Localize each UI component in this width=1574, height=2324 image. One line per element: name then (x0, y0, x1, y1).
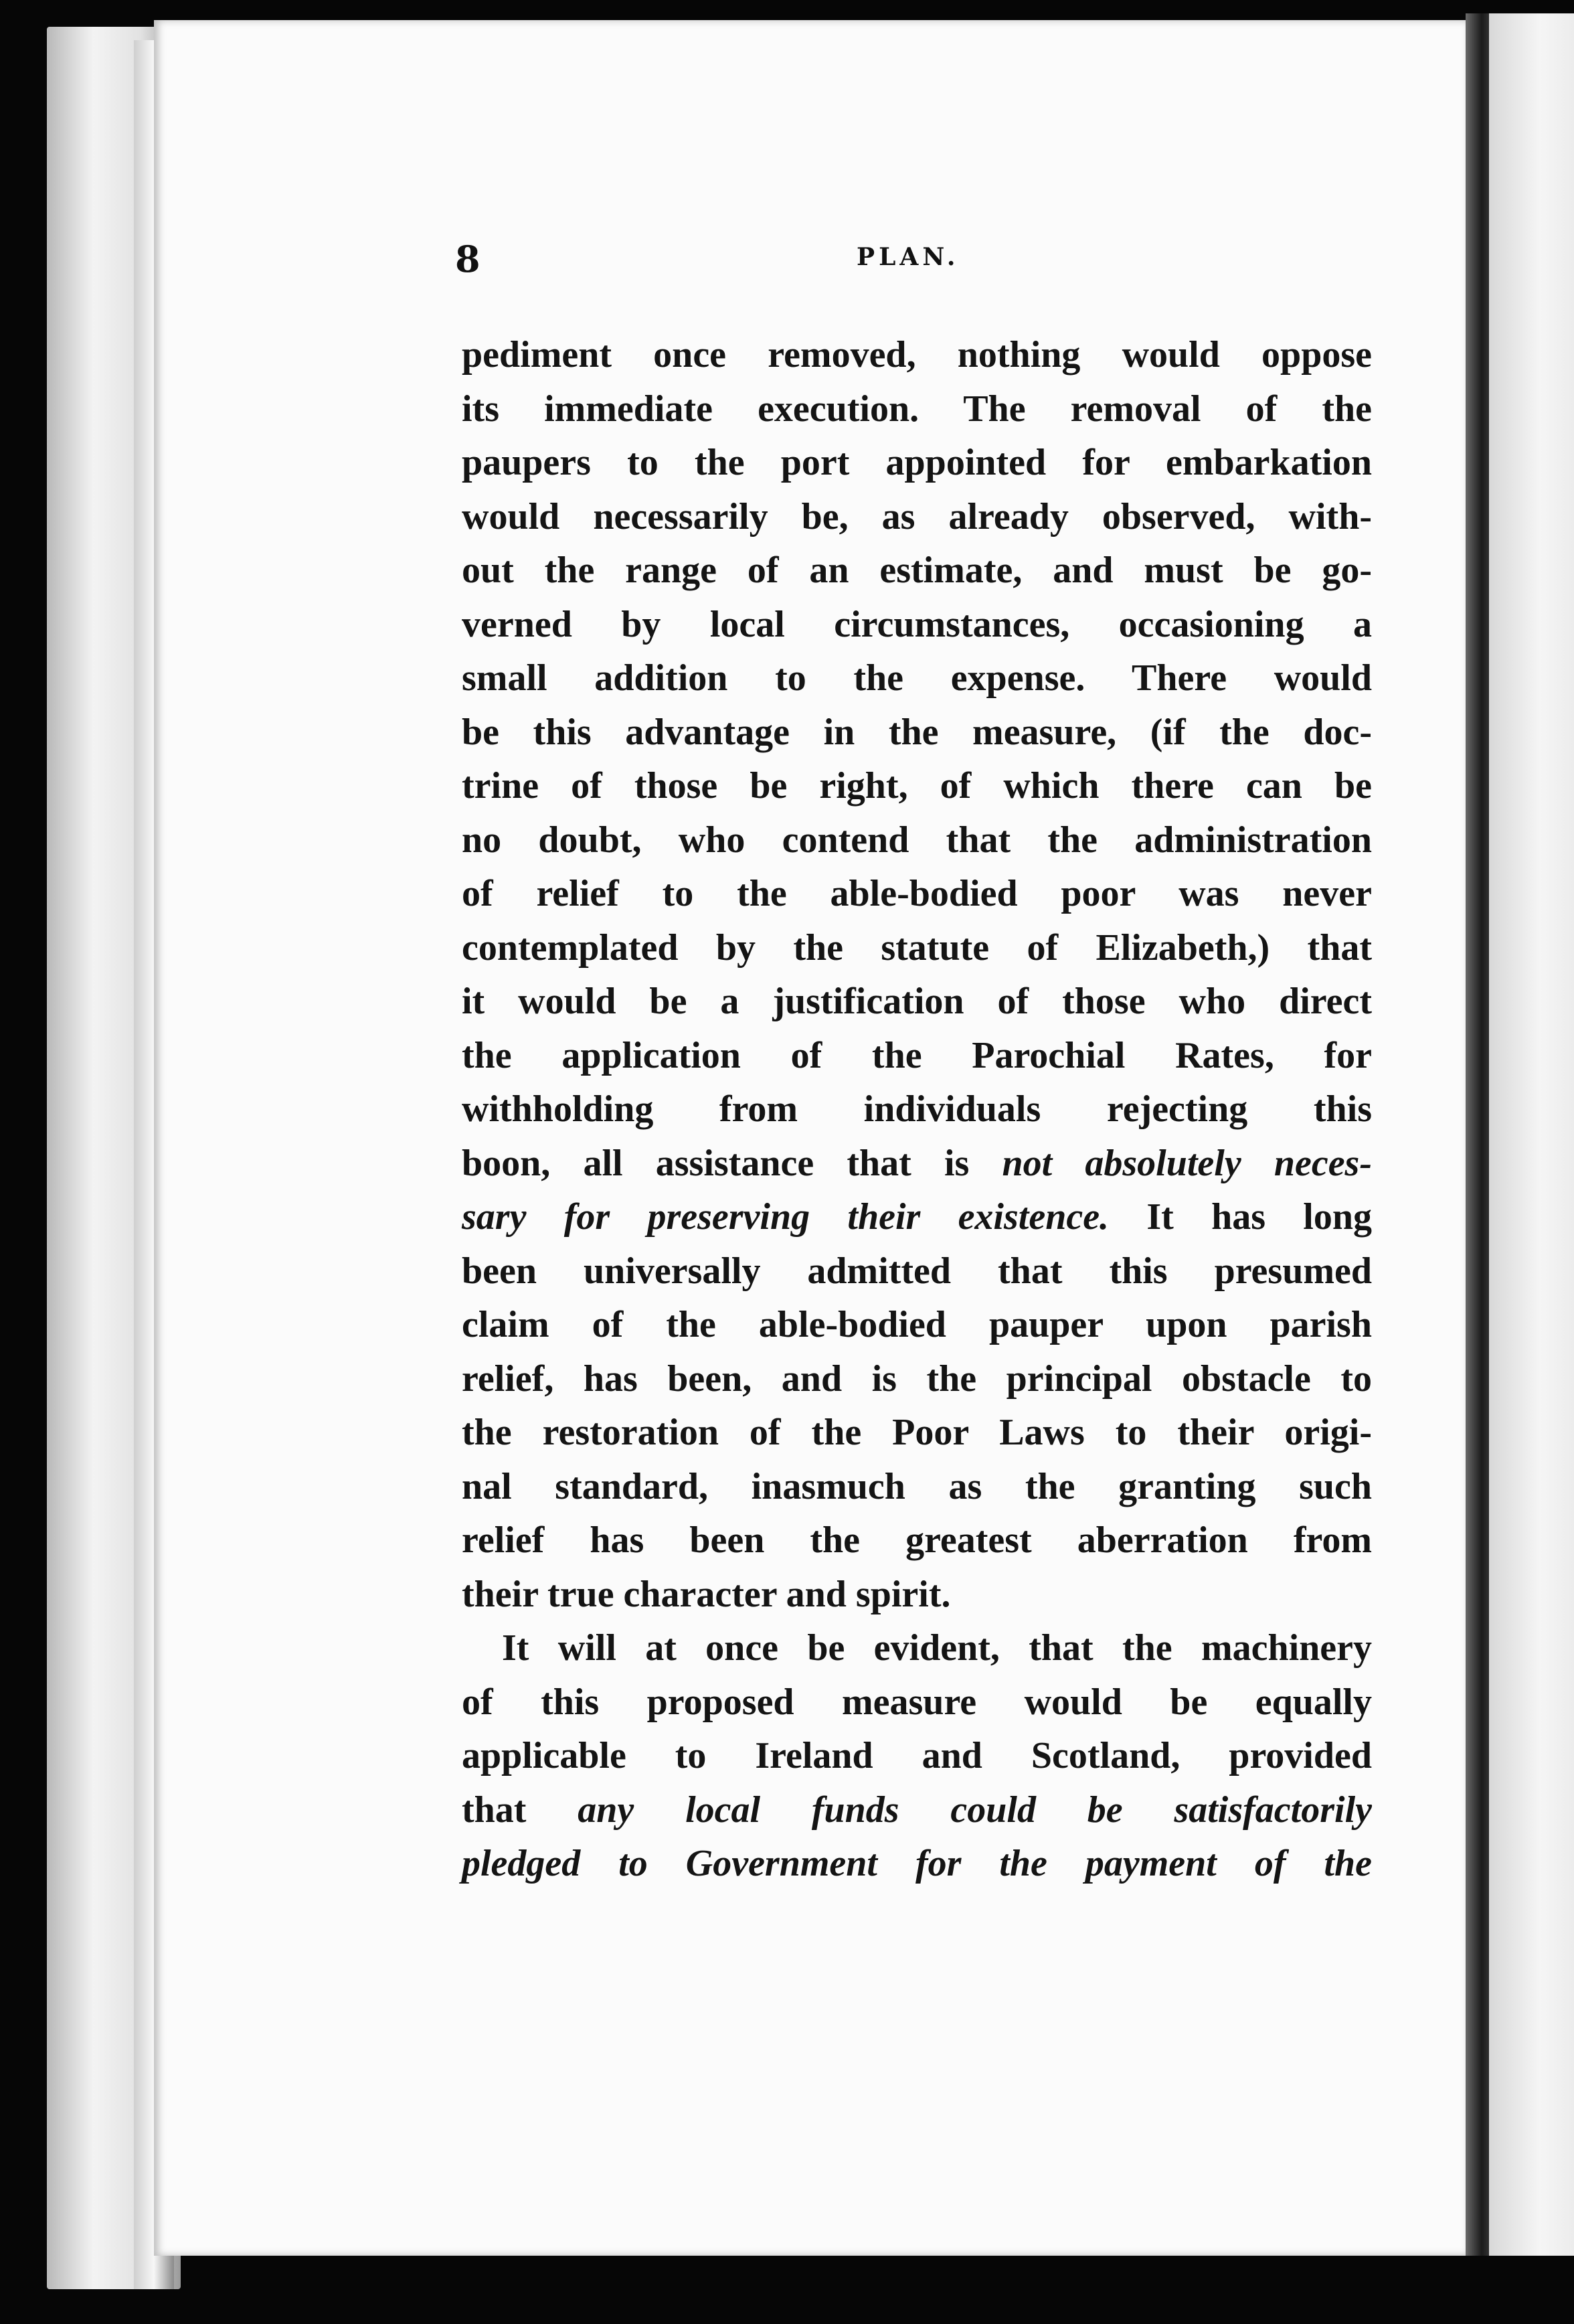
text-line: applicable to Ireland and Scotland, provided (462, 1735, 1372, 1776)
text-line: of this proposed measure would be equally (462, 1681, 1372, 1723)
text-line: It will at once be evident, that the machinery (502, 1627, 1372, 1669)
text-line (462, 1190, 1372, 1244)
text-span: boon, all assistance that is (462, 1142, 1002, 1184)
text-line: pediment once removed, nothing would oppose (462, 334, 1372, 376)
text-line: claim of the able-bodied pauper upon parish (462, 1304, 1372, 1345)
text-line: nal standard, inasmuch as the granting such (462, 1465, 1372, 1507)
text-line: out the range of an estimate, and must be go- (462, 550, 1372, 591)
body-text (462, 328, 1372, 1891)
text-line: withholding from individuals rejecting this (462, 1088, 1372, 1130)
text-line: the restoration of the Poor Laws to their origi- (462, 1412, 1372, 1453)
text-line: it would be a justification of those who direct (462, 981, 1372, 1022)
text-line: contemplated by the statute of Elizabeth,) that (462, 926, 1372, 969)
text-line (462, 1783, 1372, 1837)
text-span: It has long (1109, 1196, 1372, 1238)
text-line: no doubt, who contend that the administration (462, 819, 1372, 861)
text-line: verned by local circumstances, occasioning a (462, 603, 1372, 645)
text-line: be this advantage in the measure, (if the doc- (462, 711, 1372, 753)
text-line: their true character and spirit. (462, 1573, 951, 1615)
text-line: would necessarily be, as already observed, with- (462, 495, 1372, 537)
running-head (455, 238, 1379, 291)
text-line: relief has been the greatest aberration from (462, 1519, 1372, 1561)
facing-page-edge (1489, 13, 1574, 2256)
italic-text: not absolutely neces- (1002, 1142, 1372, 1184)
page-number: 8 (455, 238, 480, 280)
italic-text: pledged to Government for the payment of the (462, 1843, 1372, 1884)
text-line: been universally admitted that this presumed (462, 1250, 1372, 1292)
book-gutter (1466, 13, 1492, 2256)
text-line: its immediate execution. The removal of the (462, 388, 1372, 430)
text-line: trine of those be right, of which there can be (462, 765, 1372, 807)
text-line: relief, has been, and is the principal obstacle to (462, 1357, 1372, 1400)
text-line (462, 1837, 1372, 1891)
text-line: paupers to the port appointed for embarkation (462, 442, 1372, 483)
italic-text: any local funds could be satisfactorily (578, 1789, 1372, 1831)
text-line: the application of the Parochial Rates, for (462, 1034, 1372, 1076)
text-line: of relief to the able-bodied poor was never (462, 873, 1372, 914)
running-title: PLAN. (857, 243, 960, 271)
text-span: that (462, 1789, 578, 1831)
italic-text: sary for preserving their existence. (462, 1196, 1110, 1238)
text-line (462, 1137, 1372, 1191)
text-line: small addition to the expense. There would (462, 657, 1372, 699)
